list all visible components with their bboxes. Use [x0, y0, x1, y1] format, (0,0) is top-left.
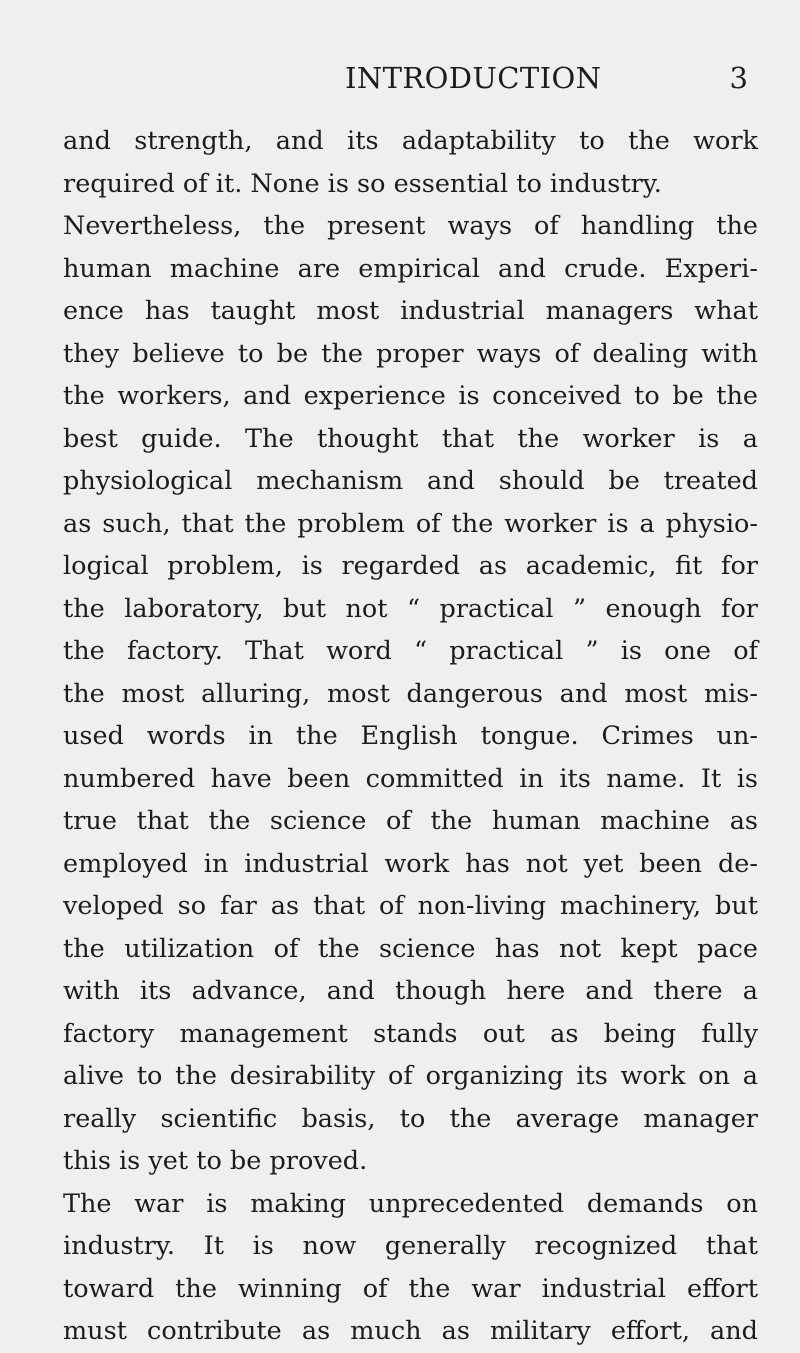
text-line: required of it. None is so essential to industry.: [63, 168, 662, 199]
text-line: used words in the English tongue. Crimes un-: [63, 721, 758, 751]
text-line: industry. It is now generally recognized that: [63, 1231, 758, 1261]
text-line: the laboratory, but not “ practical ” enough for: [63, 593, 758, 624]
text-line: the utilization of the science has not kept pace: [63, 933, 758, 964]
paragraph-start-line: The war is making unprecedented demands on: [63, 1188, 758, 1219]
text-line: best guide. The thought that the worker is a: [63, 423, 758, 454]
text-line: employed in industrial work has not yet been de-: [63, 848, 758, 879]
text-line: numbered have been committed in its name. It is: [63, 763, 758, 794]
text-line: must contribute as much as military effort, and: [63, 1316, 758, 1346]
text-line: true that the science of the human machine as: [63, 806, 758, 836]
body-text: [63, 120, 758, 1353]
paragraph-start-line: Nevertheless, the present ways of handling the: [63, 211, 758, 241]
text-line: factory management stands out as being fully: [63, 1018, 758, 1049]
text-line: human machine are empirical and crude. Experi-: [63, 253, 758, 284]
text-line: with its advance, and though here and there a: [63, 976, 758, 1006]
text-line: toward the winning of the war industrial effort: [63, 1273, 758, 1304]
text-line: ence has taught most industrial managers what: [63, 296, 758, 326]
text-line: they believe to be the proper ways of dealing with: [63, 338, 758, 369]
text-line: the workers, and experience is conceived to be the: [63, 381, 758, 411]
text-line: logical problem, is regarded as academic, fit for: [63, 551, 758, 581]
running-title: INTRODUCTION: [345, 61, 602, 95]
text-line: really scientific basis, to the average manager: [63, 1103, 758, 1134]
page-number: 3: [729, 61, 748, 95]
running-head: [0, 58, 800, 98]
text-line: alive to the desirability of organizing its work on a: [63, 1061, 758, 1091]
text-line: the most alluring, most dangerous and most mis-: [63, 678, 758, 709]
text-line: as such, that the problem of the worker is a physio-: [63, 508, 758, 539]
text-line: the factory. That word “ practical ” is one of: [63, 636, 758, 666]
text-line: physiological mechanism and should be treated: [63, 466, 758, 496]
text-line: this is yet to be proved.: [63, 1146, 368, 1176]
text-line: veloped so far as that of non-living machinery, but: [63, 891, 758, 921]
text-line: and strength, and its adaptability to the work: [63, 126, 758, 156]
